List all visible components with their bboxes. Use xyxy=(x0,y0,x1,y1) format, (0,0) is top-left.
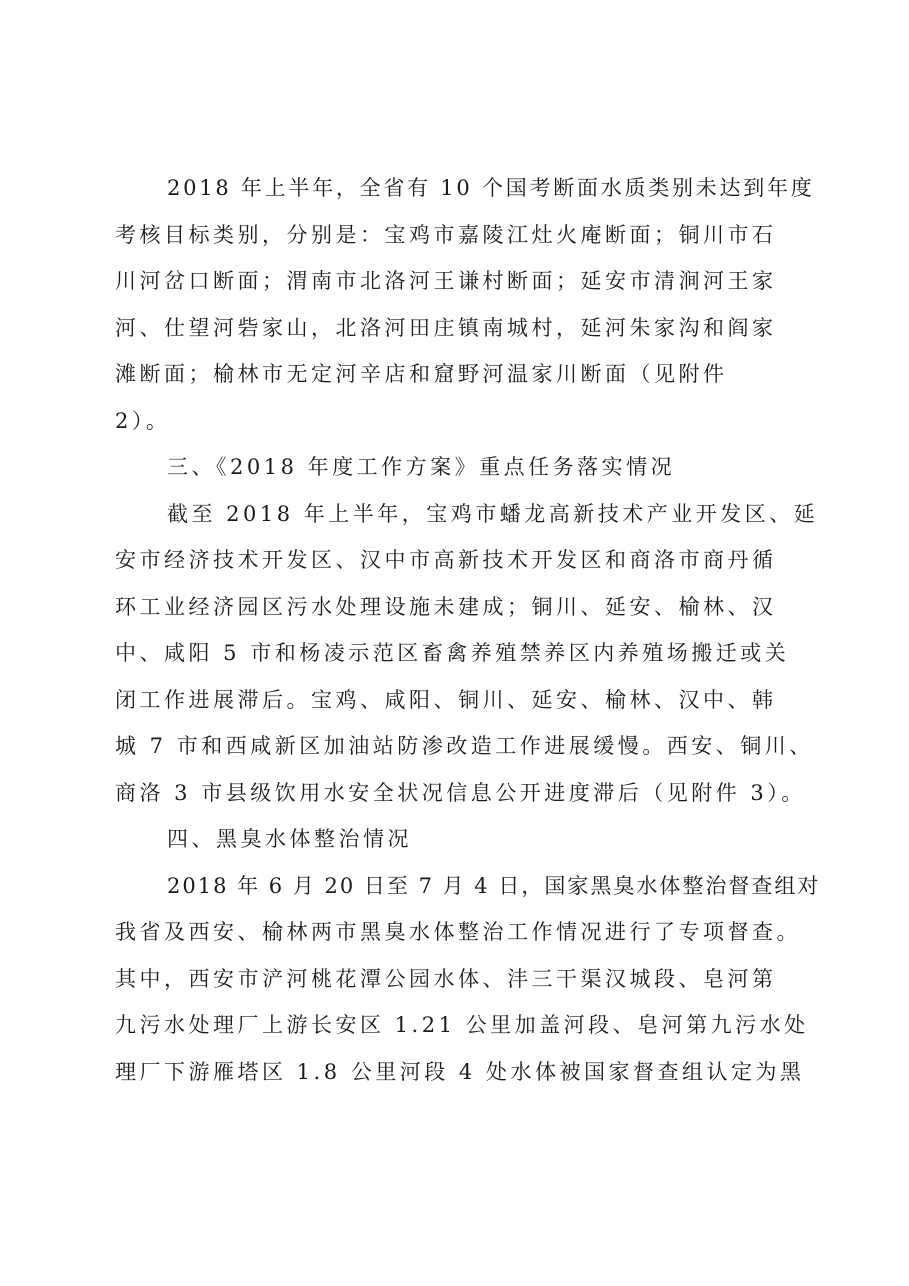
text-line: 理厂下游雁塔区 1.8 公里河段 4 处水体被国家督查组认定为黑 xyxy=(115,1059,805,1084)
text-line: 2018 年 6 月 20 日至 7 月 4 日，国家黑臭水体整治督查组对 xyxy=(167,873,821,898)
text-line: 截至 2018 年上半年，宝鸡市蟠龙高新技术产业开发区、延 xyxy=(167,501,819,526)
paragraph-key-tasks xyxy=(115,491,819,817)
text-line: 河、仕望河砦家山，北洛河田庄镇南城村，延河朱家沟和阎家 xyxy=(115,315,777,340)
text-line: 商洛 3 市县级饮用水安全状况信息公开进度滞后（见附件 3）。 xyxy=(115,780,806,805)
paragraph-water-quality xyxy=(115,165,815,444)
text-line: 中、咸阳 5 市和杨凌示范区畜禽养殖禁养区内养殖场搬迁或关 xyxy=(115,641,790,665)
text-line: 滩断面；榆林市无定河辛店和窟野河温家川断面（见附件 xyxy=(115,362,728,386)
section-heading-3 xyxy=(115,444,800,491)
text-line: 安市经济技术开发区、汉中市高新技术开发区和商洛市商丹循 xyxy=(115,548,777,572)
text-line: 2018 年上半年，全省有 10 个国考断面水质类别未达到年度 xyxy=(167,176,815,200)
text-line: 九污水处理厂上游长安区 1.21 公里加盖河段、皂河第九污水处 xyxy=(115,1013,809,1037)
text-line: 川河岔口断面；渭南市北洛河王谦村断面；延安市清涧河王家 xyxy=(115,269,777,293)
text-line: 城 7 市和西咸新区加油站防渗改造工作进展缓慢。西安、铜川、 xyxy=(115,734,814,758)
text-line: 考核目标类别，分别是：宝鸡市嘉陵江灶火庵断面；铜川市石 xyxy=(115,222,777,247)
text-line: 环工业经济园区污水处理设施未建成；铜川、延安、榆林、汉 xyxy=(115,594,777,619)
heading-text: 四、黑臭水体整治情况 xyxy=(167,827,412,851)
text-line: 闭工作进展滞后。宝鸡、咸阳、铜川、延安、榆林、汉中、韩 xyxy=(115,687,777,712)
text-line: 我省及西安、榆林两市黑臭水体整治工作情况进行了专项督查。 xyxy=(115,920,801,944)
heading-text: 三、《2018 年度工作方案》重点任务落实情况 xyxy=(167,455,676,479)
document-body xyxy=(115,165,821,1095)
text-line: 2）。 xyxy=(115,408,171,433)
paragraph-black-odorous-water xyxy=(115,863,821,1096)
section-heading-4 xyxy=(115,816,800,863)
text-line: 其中，西安市浐河桃花潭公园水体、沣三干渠汉城段、皂河第 xyxy=(115,966,777,991)
